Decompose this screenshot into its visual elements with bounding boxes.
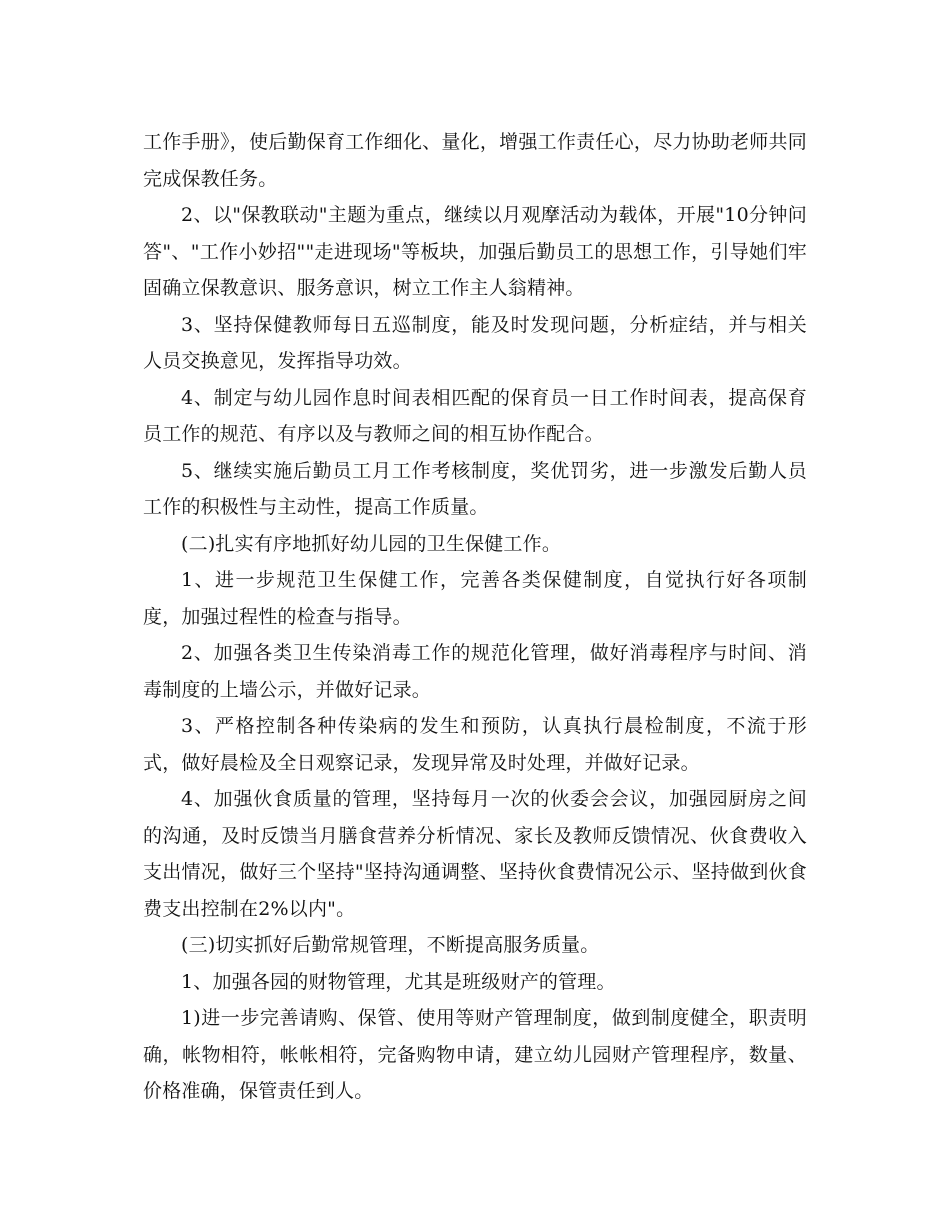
paragraph: 4、制定与幼儿园作息时间表相匹配的保育员一日工作时间表，提高保育员工作的规范、有序以及与教师之间的相互协作配合。 <box>143 386 807 445</box>
paragraph: 3、坚持保健教师每日五巡制度，能及时发现问题，分析症结，并与相关人员交换意见，发挥指导功效。 <box>143 313 807 372</box>
document-body <box>143 124 807 1110</box>
paragraph: 4、加强伙食质量的管理，坚持每月一次的伙委会会议，加强园厨房之间的沟通，及时反馈当月膳食营养分析情况、家长及教师反馈情况、伙食费收入支出情况，做好三个坚持"坚持沟通调整、坚持伙食费情况公示、坚持做到伙食费支出控制在2%以内"。 <box>143 788 807 920</box>
paragraph: 3、严格控制各种传染病的发生和预防，认真执行晨检制度，不流于形式，做好晨检及全日观察记录，发现异常及时处理，并做好记录。 <box>143 715 807 774</box>
paragraph: 5、继续实施后勤员工月工作考核制度，奖优罚劣，进一步激发后勤人员工作的积极性与主动性，提高工作质量。 <box>143 459 807 518</box>
section-heading: (三)切实抓好后勤常规管理，不断提高服务质量。 <box>181 934 600 956</box>
paragraph: 1)进一步完善请购、保管、使用等财产管理制度，做到制度健全，职责明确，帐物相符，帐帐相符，完备购物申请，建立幼儿园财产管理程序，数量、价格准确，保管责任到人。 <box>143 1007 807 1102</box>
paragraph: 1、进一步规范卫生保健工作，完善各类保健制度，自觉执行好各项制度，加强过程性的检查与指导。 <box>143 569 807 628</box>
section-heading: (二)扎实有序地抓好幼儿园的卫生保健工作。 <box>181 532 562 555</box>
paragraph: 工作手册》，使后勤保育工作细化、量化，增强工作责任心，尽力协助老师共同完成保教任务。 <box>143 131 807 190</box>
paragraph: 2、加强各类卫生传染消毒工作的规范化管理，做好消毒程序与时间、消毒制度的上墙公示，并做好记录。 <box>143 642 807 701</box>
paragraph: 2、以"保教联动"主题为重点，继续以月观摩活动为载体，开展"10分钟问答"、"工作小妙招""走进现场"等板块，加强后勤员工的思想工作，引导她们牢固确立保教意识、服务意识，树立工作主人翁精神。 <box>143 204 807 299</box>
paragraph: 1、加强各园的财物管理，尤其是班级财产的管理。 <box>181 970 616 993</box>
